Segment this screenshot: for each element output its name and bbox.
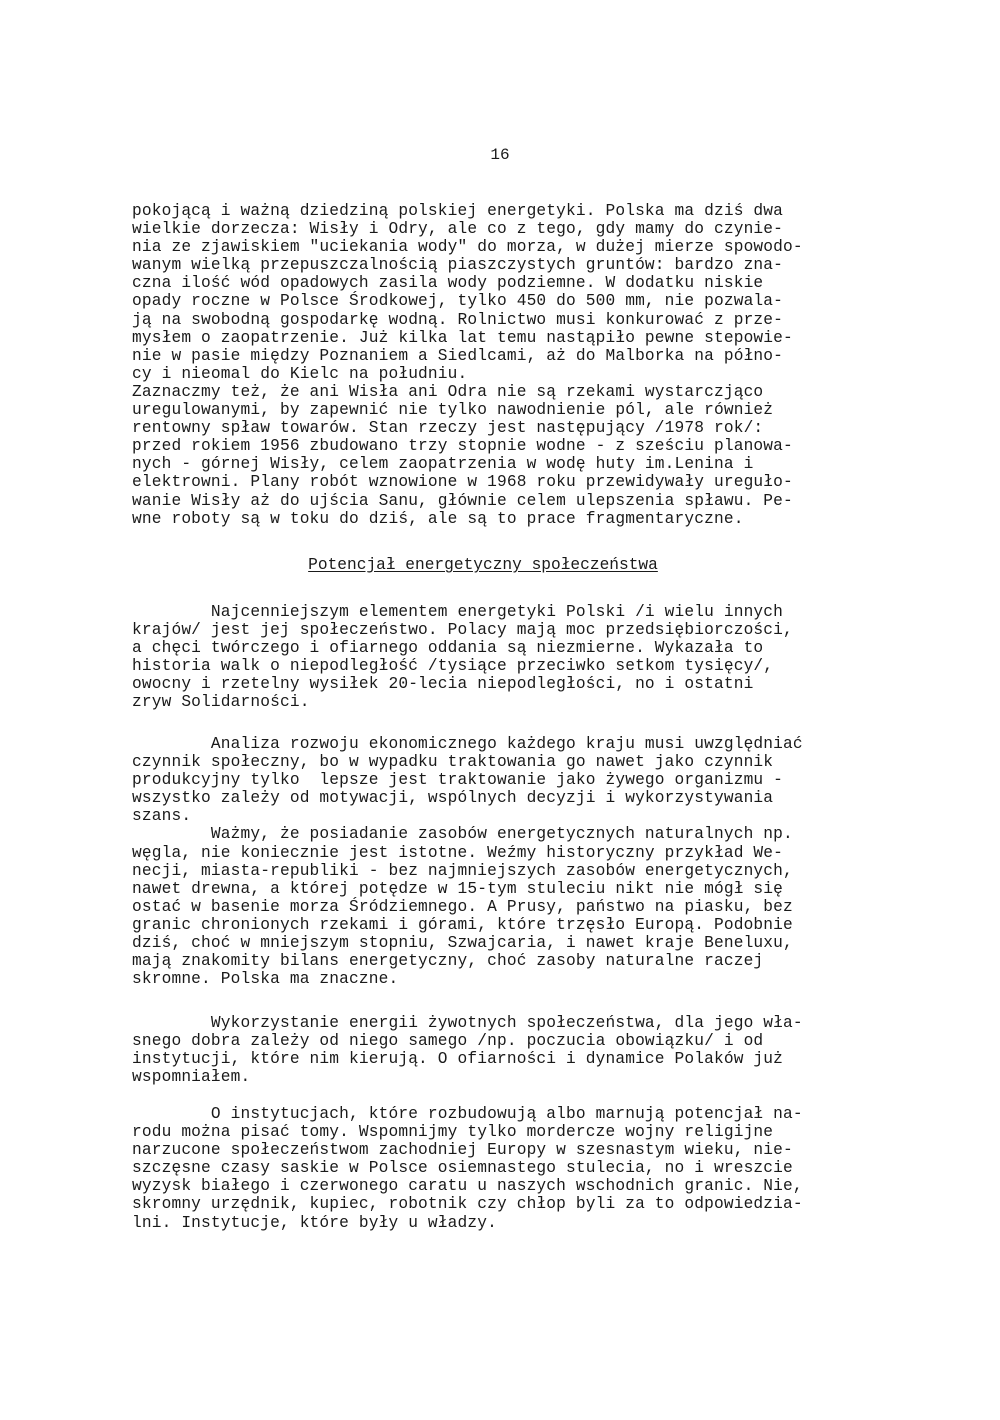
text-line: czynnik społeczny, bo w wypadku traktowania go nawet jako czynnik bbox=[132, 753, 774, 772]
text-line: czna ilość wód opadowych zasila wody podziemne. W dodatku niskie bbox=[132, 274, 764, 293]
text-line: dziś, choć w mniejszym stopniu, Szwajcaria, i nawet kraje Beneluxu, bbox=[132, 934, 793, 953]
text-line: necji, miasta-republiki - bez najmniejszych zasobów energetycznych, bbox=[132, 861, 793, 880]
text-line: mają znakomity bilans energetyczny, choć zasoby naturalne raczej bbox=[132, 952, 764, 971]
text-line: wspomniałem. bbox=[132, 1068, 251, 1087]
text-line: pokojącą i ważną dziedziną polskiej energetyki. Polska ma dziś dwa bbox=[132, 202, 784, 220]
text-line: ostać w basenie morza Śródziemnego. A Prusy, państwo na piasku, bez bbox=[132, 897, 793, 916]
paragraph-society bbox=[132, 603, 872, 712]
text-line: rodu można pisać tomy. Wspomnijmy tylko mordercze wojny religijne bbox=[132, 1123, 774, 1142]
text-line: wanym wielką przepuszczalnością piaszczystych gruntów: bardzo zna- bbox=[132, 256, 784, 275]
text-line: cy i nieomal do Kielc na południu. bbox=[132, 364, 468, 383]
text-line: owocny i rzetelny wysiłek 20-lecia niepodległości, no i ostatni bbox=[132, 675, 754, 694]
section-heading bbox=[0, 556, 966, 575]
text-line: rentowny spław towarów. Stan rzeczy jest następujący /1978 rok/: bbox=[132, 419, 764, 438]
page-number: 16 bbox=[490, 146, 510, 164]
text-line: skromne. Polska ma znaczne. bbox=[132, 970, 399, 989]
text-line: skromny urzędnik, kupiec, robotnik czy chłop byli za to odpowiedzia- bbox=[132, 1195, 803, 1214]
text-line: zryw Solidarności. bbox=[132, 693, 310, 712]
paragraph-water-resources bbox=[132, 202, 872, 528]
text-line: wne roboty są w toku do dziś, ale są to prace fragmentaryczne. bbox=[132, 509, 744, 528]
text-line: nawet drewna, a której potędze w 15-tym stuleciu nikt nie mógł się bbox=[132, 879, 784, 898]
text-line: Ważmy, że posiadanie zasobów energetycznych naturalnych np. bbox=[132, 825, 793, 844]
text-line: przed rokiem 1956 zbudowano trzy stopnie wodne - z sześciu planowa- bbox=[132, 437, 793, 456]
text-line: Zaznaczmy też, że ani Wisła ani Odra nie są rzekami wystarczjąco bbox=[132, 382, 764, 401]
text-line: O instytucjach, które rozbudowują albo marnują potencjał na- bbox=[132, 1105, 803, 1123]
text-line: wielkie dorzecza: Wisły i Odry, ale co z tego, gdy mamy do czynie- bbox=[132, 220, 784, 239]
text-line: szczęsne czasy saskie w Polsce osiemnastego stulecia, no i wreszcie bbox=[132, 1159, 793, 1178]
text-line: wyzysk białego i czerwonego caratu u naszych wschodnich granic. Nie, bbox=[132, 1177, 803, 1196]
text-line: ją na swobodną gospodarkę wodną. Rolnictwo musi konkurować z prze- bbox=[132, 310, 784, 329]
text-line: produkcyjny tylko lepsze jest traktowanie jako żywego organizmu - bbox=[132, 771, 784, 790]
text-line: szans. bbox=[132, 807, 192, 826]
paragraph-energy-use bbox=[132, 1014, 872, 1086]
text-line: snego dobra zależy od niego samego /np. poczucia obowiązku/ i od bbox=[132, 1032, 764, 1051]
text-line: wszystko zależy od motywacji, wspólnych decyzji i wykorzystywania bbox=[132, 789, 774, 808]
text-line: instytucji, które nim kierują. O ofiarności i dynamice Polaków już bbox=[132, 1050, 784, 1069]
paragraph-social-factor bbox=[132, 735, 872, 988]
text-line: mysłem o zaopatrzenie. Już kilka lat temu nastąpiło pewne stepowie- bbox=[132, 328, 793, 347]
section-heading-text: Potencjał energetyczny społeczeństwa bbox=[308, 556, 658, 574]
text-line: historia walk o niepodległość /tysiące przeciwko setkom tysięcy/, bbox=[132, 657, 774, 676]
text-line: lni. Instytucje, które były u władzy. bbox=[132, 1213, 497, 1232]
text-line: wanie Wisły aż do ujścia Sanu, głównie celem ulepszenia spławu. Pe- bbox=[132, 491, 793, 510]
text-line: nych - górnej Wisły, celem zaopatrzenia w wodę huty im.Lenina i bbox=[132, 455, 754, 474]
text-line: nie w pasie między Poznaniem a Siedlcami, aż do Malborka na półno- bbox=[132, 346, 784, 365]
text-line: krajów/ jest jej społeczeństwo. Polacy mają moc przedsiębiorczości, bbox=[132, 621, 793, 640]
text-line: granic chronionych rzekami i górami, które trzęsło Europą. Podobnie bbox=[132, 915, 793, 934]
text-line: nia ze zjawiskiem "uciekania wody" do morza, w dużej mierze spowodo- bbox=[132, 238, 803, 257]
text-line: opady roczne w Polsce Środkowej, tylko 450 do 500 mm, nie pozwala- bbox=[132, 292, 784, 311]
text-line: Najcenniejszym elementem energetyki Polski /i wielu innych bbox=[132, 603, 784, 621]
text-line: Analiza rozwoju ekonomicznego każdego kraju musi uwzględniać bbox=[132, 735, 803, 753]
text-line: elektrowni. Plany robót wznowione w 1968 roku przewidywały ureguło- bbox=[132, 473, 793, 492]
text-line: uregulowanymi, by zapewnić nie tylko nawodnienie pól, ale również bbox=[132, 401, 774, 420]
text-line: Wykorzystanie energii żywotnych społeczeństwa, dla jego wła- bbox=[132, 1014, 803, 1032]
paragraph-institutions bbox=[132, 1105, 872, 1232]
text-line: a chęci twórczego i ofiarnego oddania są niezmierne. Wykazała to bbox=[132, 639, 764, 658]
text-line: węgla, nie koniecznie jest istotne. Weźmy historyczny przykład We- bbox=[132, 843, 784, 862]
text-line: narzucone społeczeństwom zachodniej Europy w szesnastym wieku, nie- bbox=[132, 1141, 793, 1160]
